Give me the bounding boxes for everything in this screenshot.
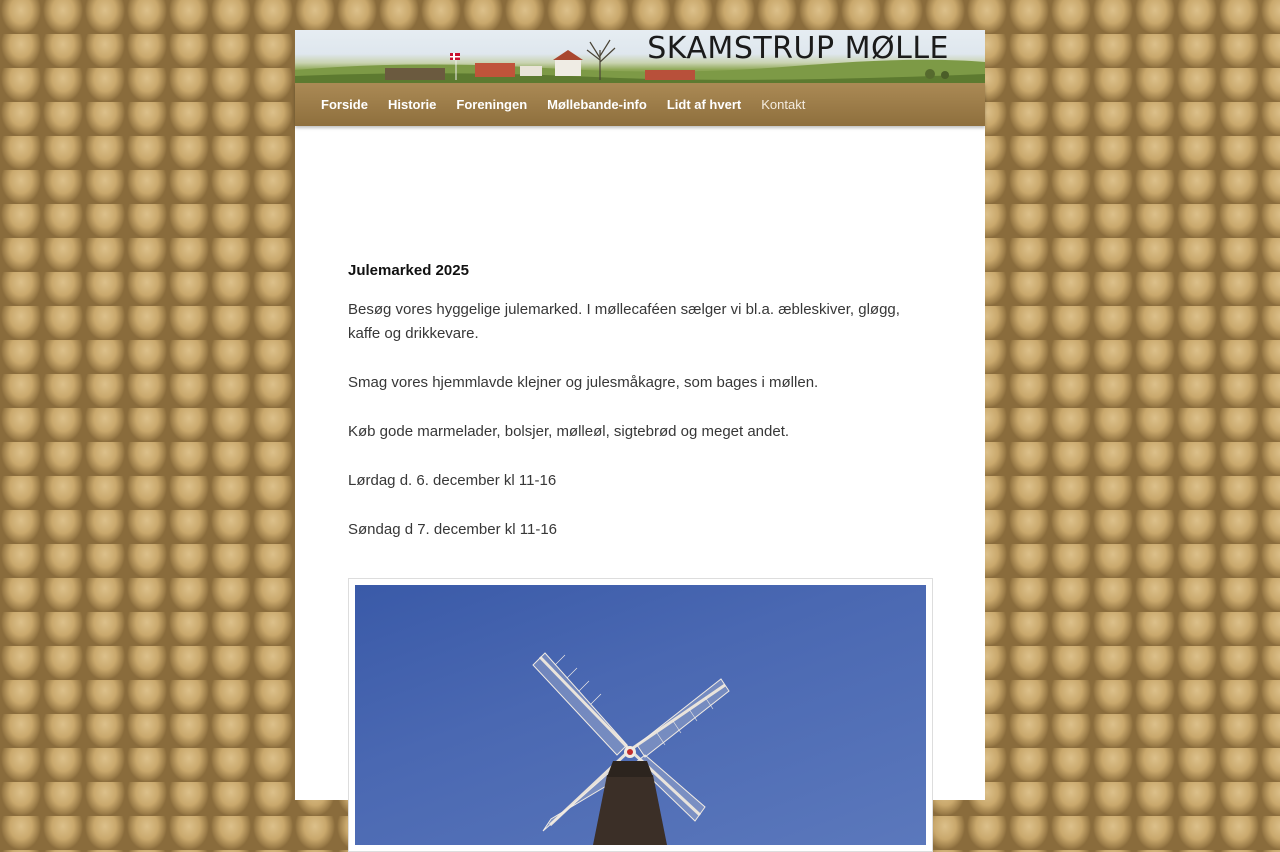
- article-paragraph-buy: Køb gode marmelader, bolsjer, mølleøl, sigtebrød og meget andet.: [348, 423, 790, 440]
- article-paragraph-saturday: Lørdag d. 6. december kl 11-16: [348, 472, 557, 489]
- nav-item-forside[interactable]: Forside: [321, 97, 368, 112]
- header-banner[interactable]: [295, 30, 985, 83]
- windmill-photo-frame: [348, 578, 933, 852]
- article-title: Julemarked 2025: [348, 262, 469, 279]
- article-paragraph-sunday: Søndag d 7. december kl 11-16: [348, 521, 558, 538]
- nav-item-lidt-af-hvert[interactable]: Lidt af hvert: [666, 97, 742, 112]
- nav-item-mollebande-info[interactable]: Møllebande-info: [547, 97, 647, 112]
- page-container: [295, 30, 985, 800]
- content-spacer: [348, 126, 932, 261]
- nav-item-foreningen[interactable]: Foreningen: [456, 97, 528, 112]
- site-title: SKAMSTRUP MØLLE: [647, 31, 949, 66]
- article-paragraph-visit: Besøg vores hyggelige julemarked. I møllecaféen sælger vi bl.a. æbleskiver, gløgg, kaffe og drikkevare.: [348, 301, 900, 342]
- article-paragraph-taste: Smag vores hjemmlavde klejner og julesmåkagre, som bages i møllen.: [348, 374, 819, 391]
- nav-item-historie[interactable]: Historie: [387, 97, 437, 112]
- main-navigation: [295, 83, 985, 126]
- windmill-image: [355, 585, 926, 845]
- nav-item-kontakt[interactable]: Kontakt: [761, 97, 806, 112]
- main-content: [295, 126, 985, 852]
- windmill-photo[interactable]: [355, 585, 926, 845]
